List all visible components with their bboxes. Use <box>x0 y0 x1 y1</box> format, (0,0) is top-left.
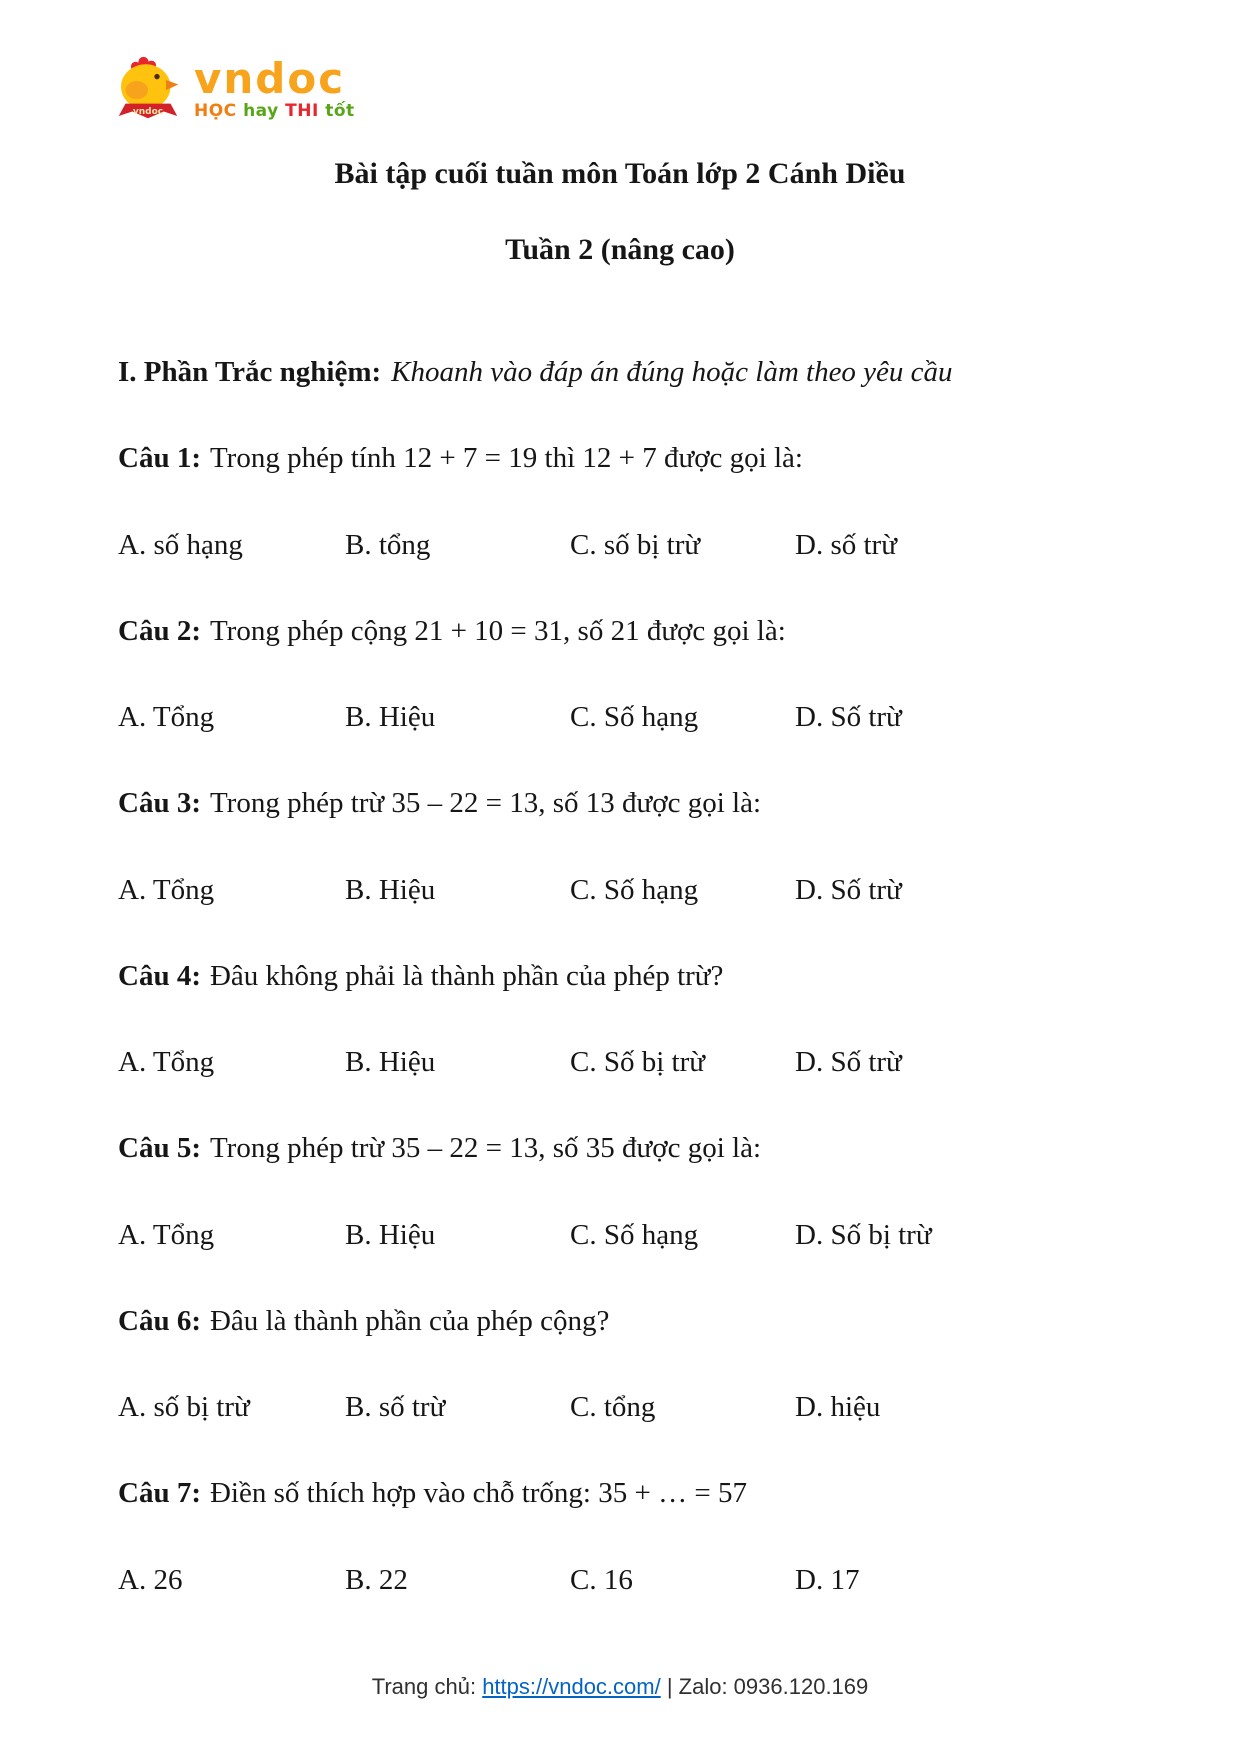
question-7-text: Điền số thích hợp vào chỗ trống: 35 + … = 57 <box>209 1477 747 1510</box>
question-1 <box>118 440 1122 476</box>
chicken-mascot-icon <box>112 53 184 125</box>
question-4 <box>118 958 1122 994</box>
question-2 <box>118 613 1122 649</box>
question-5-text: Trong phép trừ 35 – 22 = 13, số 35 được gọi là: <box>209 1132 761 1165</box>
option-b: B. tổng <box>345 528 431 561</box>
option-c: C. Số bị trừ <box>570 1046 705 1078</box>
option-c: C. Số hạng <box>570 701 699 733</box>
option-c: C. 16 <box>570 1563 633 1596</box>
option-c: C. số bị trừ <box>570 528 701 561</box>
option-c: C. Số hạng <box>570 873 699 906</box>
option-d: D. 17 <box>795 1563 860 1596</box>
option-c: C. Số hạng <box>570 1218 699 1251</box>
question-7-options <box>118 1562 1122 1598</box>
question-7-label: Câu 7: <box>118 1477 201 1510</box>
section-instruction: Khoanh vào đáp án đúng hoặc làm theo yêu cầu <box>391 356 953 388</box>
svg-text:vndoc: vndoc <box>132 106 164 117</box>
question-5 <box>118 1130 1122 1166</box>
option-a: A. Tổng <box>118 701 215 733</box>
logo-text <box>194 54 355 121</box>
question-block-1 <box>118 390 1122 563</box>
tagline-tot: tốt <box>325 101 355 121</box>
option-b: B. Hiệu <box>345 873 436 906</box>
question-1-options <box>118 527 1122 563</box>
page-title: Bài tập cuối tuần môn Toán lớp 2 Cánh Diều <box>334 157 906 190</box>
option-c: C. tổng <box>570 1391 656 1423</box>
option-a: A. Tổng <box>118 1046 215 1078</box>
question-3 <box>118 785 1122 821</box>
homepage-link[interactable]: https://vndoc.com/ <box>482 1674 661 1699</box>
question-5-options <box>118 1217 1122 1253</box>
question-4-label: Câu 4: <box>118 959 201 992</box>
question-block-3 <box>118 735 1122 908</box>
question-3-label: Câu 3: <box>118 787 201 820</box>
question-block-4 <box>118 908 1122 1081</box>
question-4-options <box>118 1044 1122 1080</box>
tagline-thi: THI <box>285 101 319 121</box>
question-block-5 <box>118 1080 1122 1253</box>
option-a: A. Tổng <box>118 873 215 906</box>
logo-brand: vndoc <box>194 54 346 103</box>
option-a: A. Tổng <box>118 1218 215 1251</box>
option-b: B. Hiệu <box>345 701 436 733</box>
question-2-text: Trong phép cộng 21 + 10 = 31, số 21 được gọi là: <box>209 614 786 647</box>
section-label: I. Phần Trắc nghiệm: <box>118 356 382 388</box>
tagline-hay: hay <box>243 101 279 121</box>
question-2-options <box>118 699 1122 735</box>
option-b: B. số trừ <box>345 1391 446 1423</box>
option-d: D. Số trừ <box>795 873 902 906</box>
option-b: B. Hiệu <box>345 1046 436 1078</box>
option-d: D. hiệu <box>795 1391 881 1423</box>
question-7 <box>118 1475 1122 1511</box>
option-d: D. Số bị trừ <box>795 1218 932 1251</box>
question-6 <box>118 1303 1122 1339</box>
question-5-label: Câu 5: <box>118 1132 201 1165</box>
option-a: A. số hạng <box>118 528 243 561</box>
tagline-hoc: HỌC <box>194 101 237 121</box>
option-d: D. Số trừ <box>795 701 902 733</box>
option-d: D. Số trừ <box>795 1046 902 1078</box>
footer-zalo-text: | Zalo: 0936.120.169 <box>660 1674 869 1699</box>
page-footer <box>118 1614 1122 1700</box>
vndoc-logo <box>112 52 1122 126</box>
question-6-text: Đâu là thành phần của phép cộng? <box>209 1304 610 1337</box>
option-d: D. số trừ <box>795 528 897 561</box>
option-a: A. 26 <box>118 1563 183 1596</box>
question-1-text: Trong phép tính 12 + 7 = 19 thì 12 + 7 được gọi là: <box>209 442 803 475</box>
question-3-text: Trong phép trừ 35 – 22 = 13, số 13 được gọi là: <box>209 787 761 820</box>
question-2-label: Câu 2: <box>118 614 201 647</box>
option-a: A. số bị trừ <box>118 1391 250 1423</box>
page-subtitle: Tuần 2 (nâng cao) <box>505 233 735 266</box>
question-6-label: Câu 6: <box>118 1304 201 1337</box>
section-heading <box>118 354 1122 390</box>
footer-home-label: Trang chủ: <box>371 1674 483 1699</box>
question-block-2 <box>118 563 1122 736</box>
title-block <box>118 156 1122 268</box>
option-b: B. 22 <box>345 1563 408 1596</box>
question-block-6 <box>118 1253 1122 1426</box>
question-6-options <box>118 1389 1122 1425</box>
logo-tagline <box>194 103 355 120</box>
question-3-options <box>118 872 1122 908</box>
question-4-text: Đâu không phải là thành phần của phép trừ? <box>209 959 724 992</box>
option-b: B. Hiệu <box>345 1218 436 1251</box>
question-1-label: Câu 1: <box>118 442 201 475</box>
question-block-7 <box>118 1425 1122 1598</box>
